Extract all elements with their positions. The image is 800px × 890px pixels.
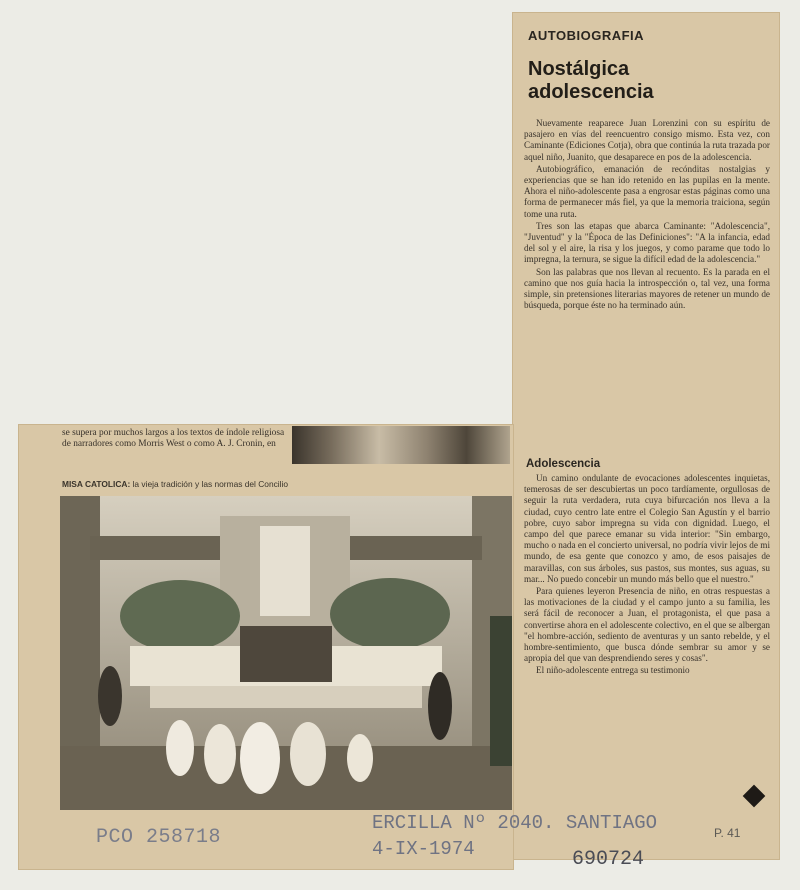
reference-code: PCO 258718	[96, 826, 222, 849]
paragraph: Un camino ondulante de evocaciones adolescentes inquietas, temerosas de ser descubiertas un poco tardíamente, orgullosas de seguir la ruta verdadera, ruta cuya bifurcación nos lleva a la ciudad, cuyo centro late entre el Colegio San Agustín y el barrio pobre, cuyo sabor impregna su vida con dignidad. Luego, el campo del que parece emanar su vida interior: "Sin embargo, mucho o nada en el concierto universal, no podría vivir lejos de mi mundo, de esa gente que conozco y amo, de esos paisajes de maravillas, con sus árboles, sus pastos, sus montes, sus aguas, su mar... No puedo concebir un mundo más bello que el nuestro."	[524, 473, 770, 584]
subheading: Adolescencia	[526, 458, 601, 470]
paragraph: Nuevamente reaparece Juan Lorenzini con su espíritu de pasajero en vías del reencuentro consigo mismo. Esta vez, con Caminante (Ediciones Cotja), obra que continúa la ruta trazada por aquel niño, Juanito, que desaparece en pos de la adolescencia.	[524, 118, 770, 162]
mass-photo-illustration	[60, 496, 512, 810]
article-body-top	[524, 118, 770, 458]
headline-line2: adolescencia	[528, 81, 654, 103]
left-clipping-text	[62, 428, 288, 451]
headline	[528, 58, 768, 104]
archive-number: 690724	[572, 848, 645, 871]
section-label: AUTOBIOGRAFIA	[528, 28, 645, 43]
photo-caption	[62, 479, 502, 489]
caption-text: la vieja tradición y las normas del Concilio	[130, 479, 289, 489]
paragraph: Autobiográfico, emanación de recónditas nostalgias y experiencias que se han ido retenido en las pupilas en la mente. Ahora el niño-adolescente pasa a engrosar estas páginas como una forma de permanecer más fiel, ya que la memoria traiciona, según tome una ruta.	[524, 163, 770, 219]
strip-photo	[292, 426, 510, 464]
page-number: P. 41	[714, 826, 741, 840]
paragraph: El niño-adolescente entrega su testimonio	[536, 665, 690, 676]
headline-line1: Nostálgica	[528, 58, 630, 80]
paragraph: Para quienes leyeron Presencia de niño, en otras respuestas a las motivaciones de la ciudad y el campo junto a su familia, les será fácil de reconocer a Juan, el protagonista, el que pasa a convertirse ahora en el adolescente colectivo, en el que se albergan "el hombre-acción, sediento de aventuras y un santo rebelde, y el hombre-sentimiento, que busca dónde sembrar su amor y se apropia del que van desprendiendo seres y cosas".	[524, 586, 770, 664]
date-handwriting: 4-IX-1974	[372, 838, 475, 860]
article-body-bottom	[524, 473, 770, 839]
paragraph: Tres son las etapas que abarca Caminante: "Adolescencia", "Juventud" y la "Época de las Definiciones": "A la infancia, edad del sol y el aire, la risa y los juegos, y como parame que todo lo impregna, la ternura, se sigue la difícil edad de la adolescencia."	[524, 220, 770, 265]
paragraph: se supera por muchos largos a los textos de índole religiosa de narradores como Morris West o como A. J. Cronin, en	[62, 428, 285, 450]
paragraph: Son las palabras que nos llevan al recuento. Es la parada en el camino que nos guía hacia la introspección o, tal vez, una forma simple, sin pretensiones literarias mayores de retener un mundo de búsqueda, porque éste no ha terminado aún.	[524, 266, 770, 311]
mass-photo	[60, 496, 512, 810]
source-handwriting: ERCILLA Nº 2040. SANTIAGO	[372, 812, 658, 834]
caption-title: MISA CATOLICA:	[62, 479, 131, 489]
